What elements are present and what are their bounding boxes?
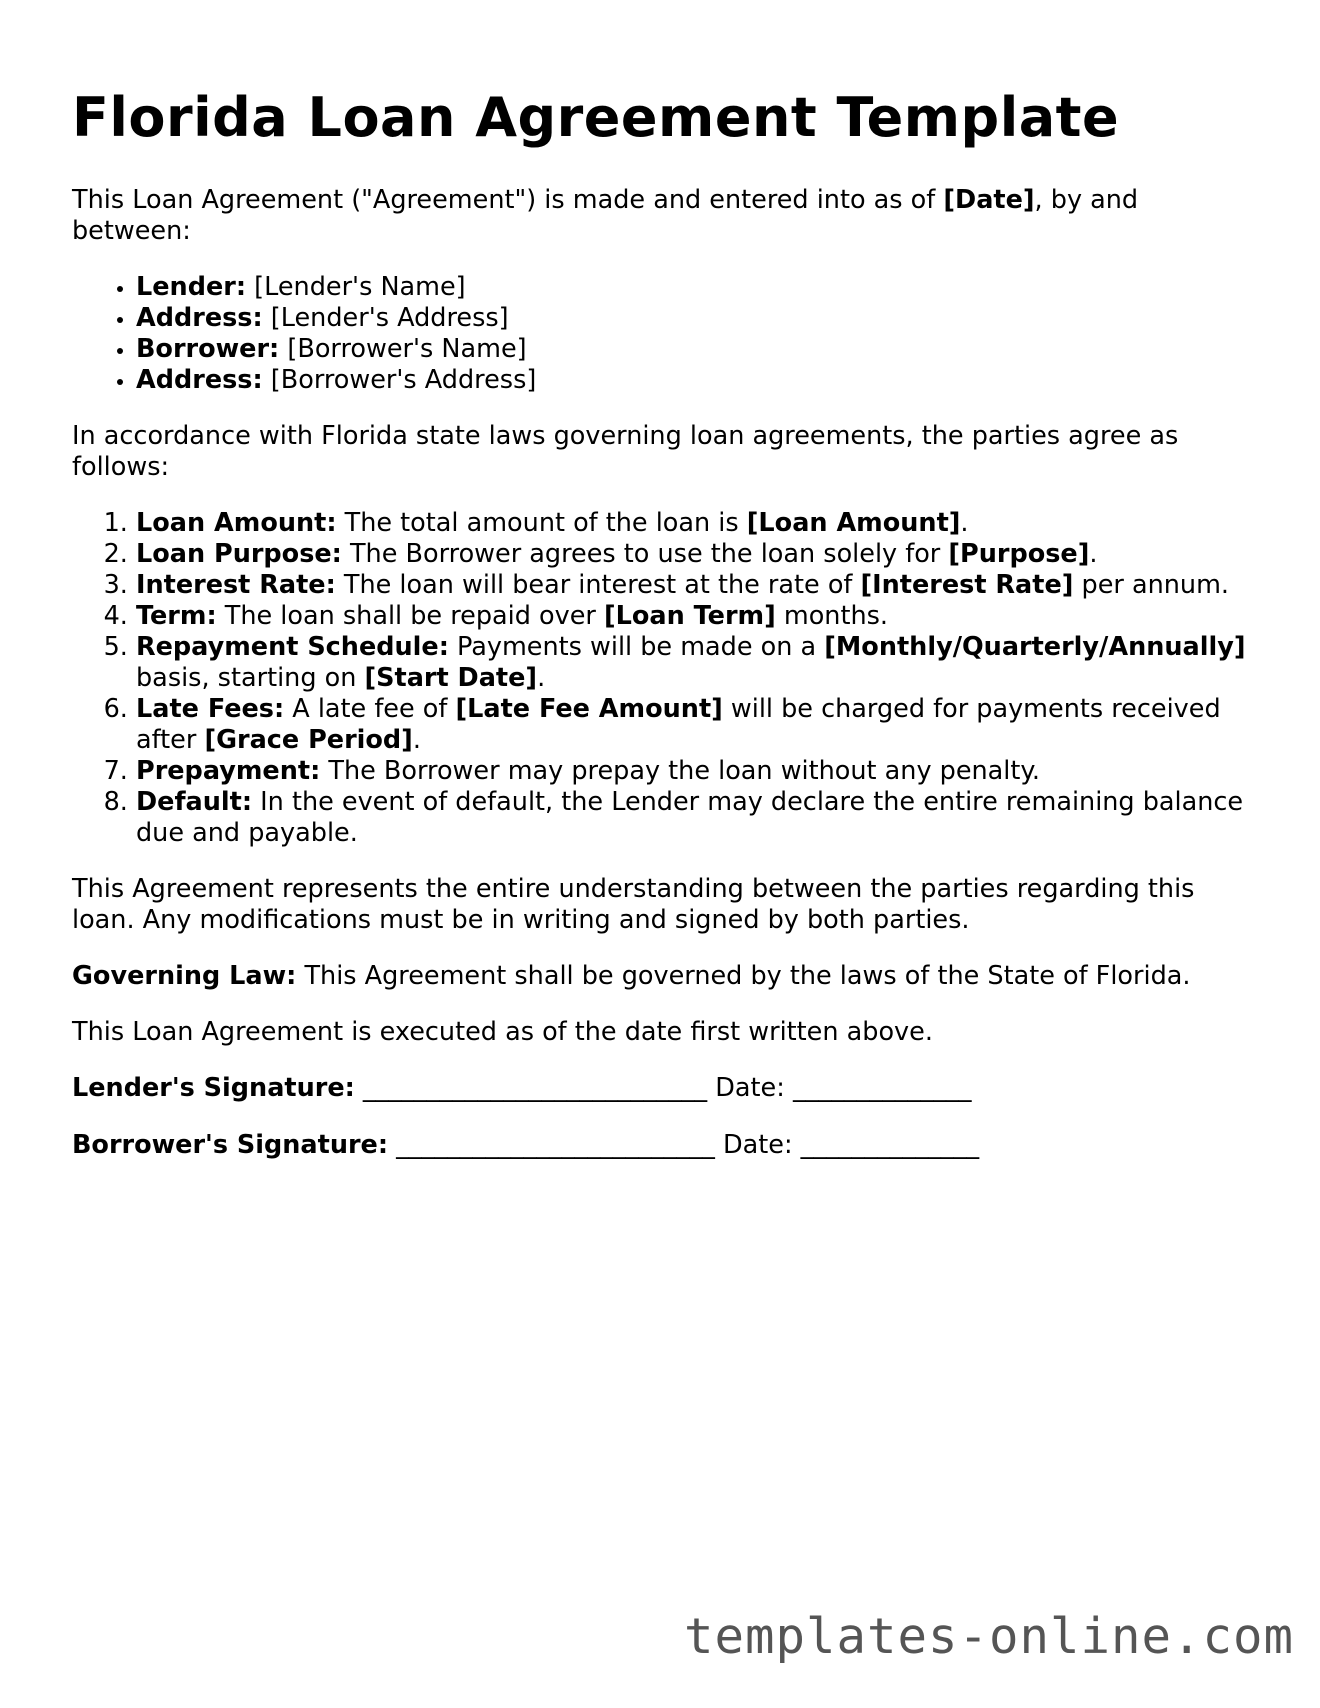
terms-list — [72, 508, 1252, 849]
intro-text-after: , by and between: — [72, 185, 1139, 247]
term-label: Interest Rate: — [136, 570, 336, 601]
term-label: Loan Amount: — [136, 508, 337, 539]
placeholder: [Start Date] — [364, 663, 538, 694]
party-borrower-address — [136, 365, 1252, 396]
placeholder: [Interest Rate] — [860, 570, 1074, 601]
placeholder: [Purpose] — [948, 539, 1090, 570]
borrower-signature-label: Borrower's Signature: — [72, 1130, 389, 1161]
term-loan-amount: 1. Loan Amount: The total amount of the loan is [Loan Amount]. — [136, 508, 1252, 539]
party-label: Borrower: — [136, 334, 280, 365]
placeholder: [Loan Term] — [603, 601, 776, 632]
term-label: Prepayment: — [136, 756, 321, 787]
term-label: Term: — [136, 601, 217, 632]
term-late-fees: 6. Late Fees: A late fee of [Late Fee Amount] will be charged for payments received after [Grace Period]. — [136, 694, 1252, 756]
party-label: Lender: — [136, 272, 247, 303]
term-interest-rate: 3. Interest Rate: The loan will bear interest at the rate of [Interest Rate] per annum. — [136, 570, 1252, 601]
governing-law-label: Governing Law: — [72, 961, 297, 992]
party-label: Address: — [136, 365, 263, 396]
watermark: templates-online.com — [683, 1608, 1294, 1665]
term-label: Repayment Schedule: — [136, 632, 449, 663]
governing-law-text: This Agreement shall be governed by the laws of the State of Florida. — [296, 961, 1191, 992]
lender-signature-field: ___________________________ — [354, 1073, 716, 1104]
document — [72, 88, 1252, 1187]
date-placeholder: [Date] — [943, 185, 1035, 216]
lender-signature-label: Lender's Signature: — [72, 1073, 355, 1104]
intro-paragraph — [72, 185, 1252, 247]
placeholder: [Monthly/Quarterly/Annually] — [824, 632, 1246, 663]
lender-date-field: Date: ______________ — [715, 1073, 972, 1104]
party-value: [Borrower's Name] — [279, 334, 527, 365]
term-repayment-schedule: 5. Repayment Schedule: Payments will be made on a [Monthly/Quarterly/Annually] basis, starting on [Start Date]. — [136, 632, 1252, 694]
term-term: 4. Term: The loan shall be repaid over [Loan Term] months. — [136, 601, 1252, 632]
party-lender-address — [136, 303, 1252, 334]
placeholder: [Loan Amount] — [746, 508, 961, 539]
party-value: [Lender's Address] — [262, 303, 509, 334]
party-label: Address: — [136, 303, 263, 334]
borrower-signature-field: _________________________ — [388, 1130, 724, 1161]
borrower-signature-line — [72, 1130, 1252, 1161]
party-lender — [136, 272, 1252, 303]
party-borrower — [136, 334, 1252, 365]
entire-agreement-paragraph: This Agreement represents the entire understanding between the parties regarding this loan. Any modifications must be in writing and signed by both parties. — [72, 874, 1195, 936]
term-default: 8. Default: In the event of default, the Lender may declare the entire remaining balance due and payable. — [136, 787, 1252, 849]
parties-list — [72, 272, 1252, 396]
lender-signature-line — [72, 1073, 1252, 1104]
term-label: Default: — [136, 787, 253, 818]
page-title: Florida Loan Agreement Template — [72, 86, 1120, 149]
placeholder: [Grace Period] — [204, 725, 413, 756]
term-loan-purpose: 2. Loan Purpose: The Borrower agrees to use the loan solely for [Purpose]. — [136, 539, 1252, 570]
executed-paragraph: This Loan Agreement is executed as of the date first written above. — [72, 1017, 933, 1048]
party-value: [Borrower's Address] — [262, 365, 537, 396]
term-prepayment: 7. Prepayment: The Borrower may prepay the loan without any penalty. — [136, 756, 1252, 787]
party-value: [Lender's Name] — [246, 272, 466, 303]
accordance-paragraph: In accordance with Florida state laws governing loan agreements, the parties agree as follows: — [72, 421, 1179, 483]
intro-text-before: This Loan Agreement ("Agreement") is made and entered into as of — [72, 185, 944, 216]
borrower-date-field: Date: ______________ — [723, 1130, 980, 1161]
term-label: Loan Purpose: — [136, 539, 342, 570]
term-label: Late Fees: — [136, 694, 285, 725]
placeholder: [Late Fee Amount] — [455, 694, 723, 725]
governing-law-paragraph — [72, 961, 1252, 992]
